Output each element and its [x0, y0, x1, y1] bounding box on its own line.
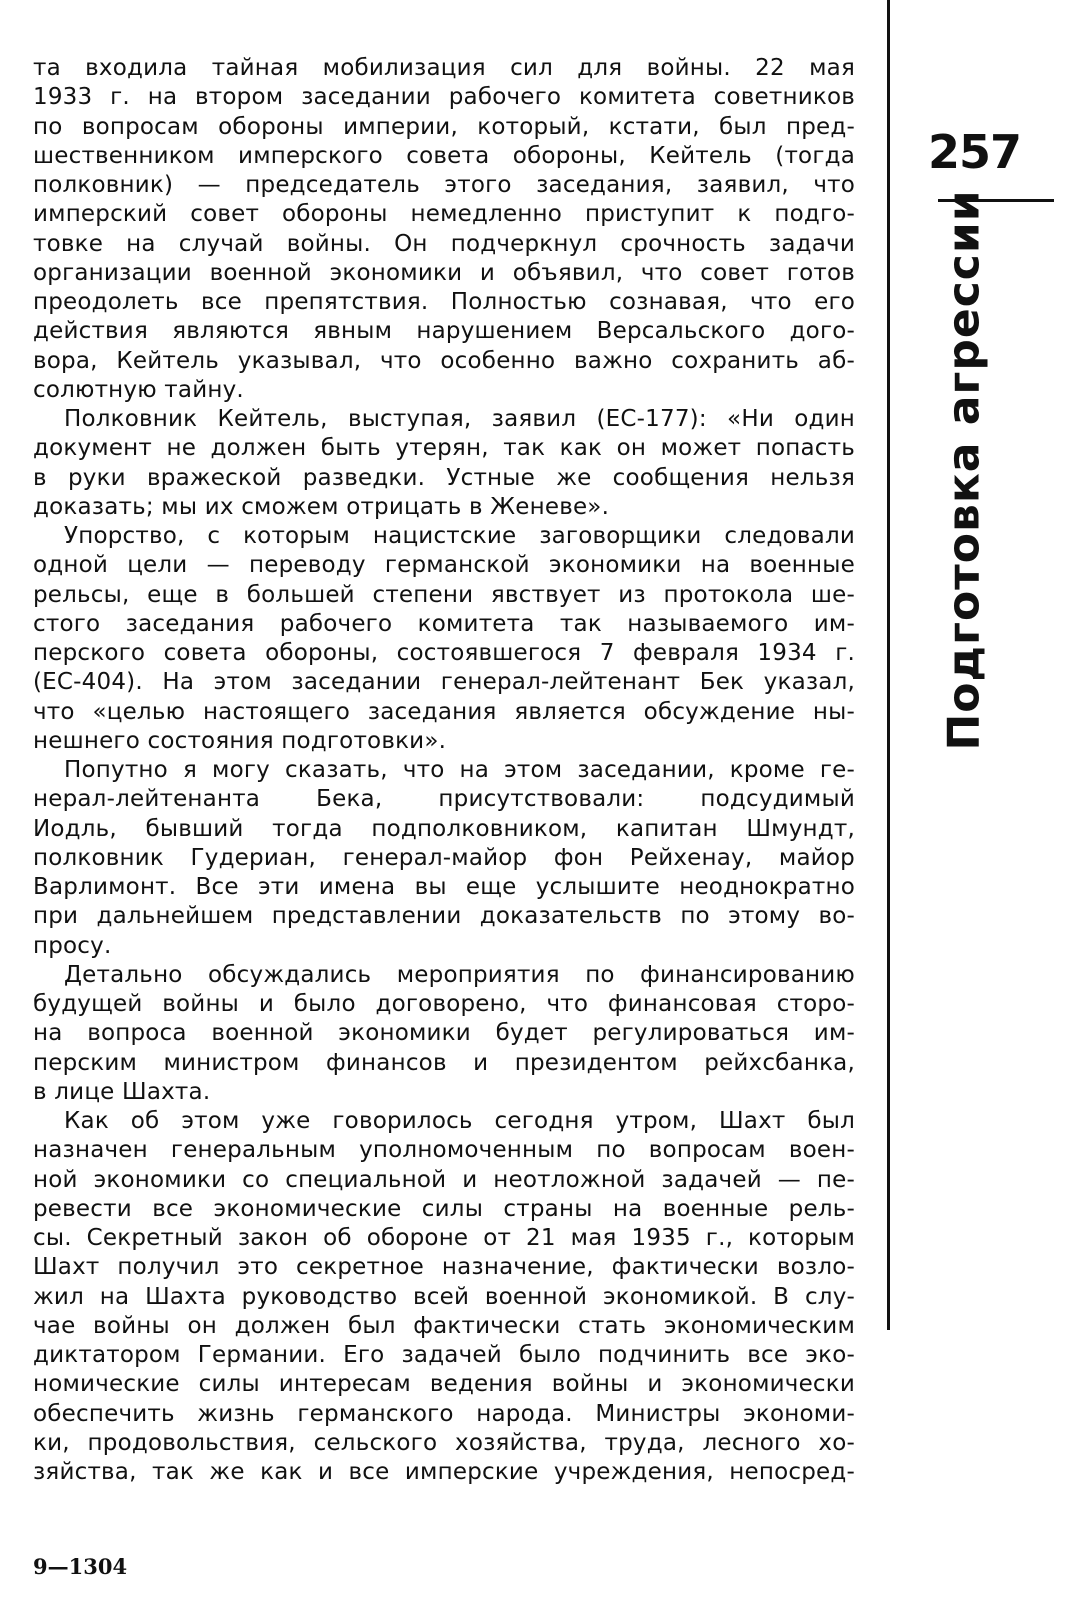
text-line: сы. Секретный закон об обороне от 21 мая 1935 г., которым	[33, 1225, 855, 1251]
text-line: перским министром финансов и президентом рейхсбанка,	[33, 1049, 855, 1076]
text-line: полковник Гудериан, генерал-майор фон Рейхенау, майор	[33, 844, 855, 871]
text-line: диктатором Германии. Его задачей было подчинить все эко-	[33, 1342, 855, 1368]
text-line: при дальнейшем представлении доказательств по этому во-	[33, 903, 855, 930]
text-line: ревести все экономические силы страны на военные рель-	[33, 1195, 855, 1222]
text-line: нешнего состояния подготовки».	[33, 727, 447, 754]
text-line: номические силы интересам ведения войны и экономически	[33, 1371, 855, 1398]
text-line: действия являются явным нарушением Версальского дого-	[33, 318, 855, 345]
text-line: жил на Шахта руководство всей военной экономикой. В слу-	[33, 1283, 855, 1310]
text-line: в лице Шахта.	[33, 1078, 211, 1105]
text-line: товке на случай войны. Он подчеркнул срочность задачи	[33, 230, 855, 257]
text-line: стого заседания рабочего комитета так называемого им-	[33, 610, 855, 637]
text-line: что «целью настоящего заседания является обсуждение ны-	[33, 698, 855, 725]
text-line: Как об этом уже говорилось сегодня утром, Шахт был	[64, 1108, 855, 1134]
page-number: 257	[928, 125, 1022, 179]
text-line: будущей войны и было договорено, что финансовая сторо-	[33, 991, 855, 1017]
text-line: солютную тайну.	[33, 376, 244, 403]
text-line: нерал-лейтенанта Бека, присутствовали: подсудимый	[33, 786, 855, 813]
text-line: в руки вражеской разведки. Устные же сообщения нельзя	[33, 464, 855, 491]
text-line: Упорство, с которым нацистские заговорщики следовали	[64, 523, 855, 549]
text-line: вора, Кейтель указывал, что особенно важно сохранить аб-	[33, 347, 855, 374]
text-line: та входила тайная мобилизация сил для войны. 22 мая	[33, 55, 855, 81]
printer-signature-mark: 9—1304	[33, 1554, 128, 1579]
text-line: Варлимонт. Все эти имена вы еще услышите неоднократно	[33, 874, 855, 900]
text-line: назначен генеральным уполномоченным по вопросам воен-	[33, 1137, 855, 1164]
text-line: просу.	[33, 932, 112, 959]
text-line: ной экономики со специальной и неотложной задачей — пе-	[33, 1166, 855, 1193]
text-line: 1933 г. на втором заседании рабочего комитета советников	[33, 84, 855, 111]
text-line: (ЕС-404). На этом заседании генерал-лейтенант Бек указал,	[33, 669, 855, 696]
text-line: Полковник Кейтель, выступая, заявил (ЕС-177): «Ни один	[64, 406, 855, 432]
body-text	[33, 54, 855, 1487]
text-line: на вопроса военной экономики будет регулироваться им-	[33, 1020, 855, 1047]
text-line: преодолеть все препятствия. Полностью сознавая, что его	[33, 289, 855, 315]
text-line: перского совета обороны, состоявшегося 7 февраля 1934 г.	[33, 640, 855, 666]
text-line: Детально обсуждались мероприятия по финансированию	[64, 961, 855, 988]
running-title: Подготовка агрессии	[938, 189, 990, 751]
text-line: обеспечить жизнь германского народа. Министры экономи-	[33, 1400, 855, 1427]
text-line: Иодль, бывший тогда подполковником, капитан Шмундт,	[33, 815, 855, 842]
text-line: одной цели — переводу германской экономики на военные	[33, 552, 855, 579]
text-line: документ не должен быть утерян, так как он может попасть	[33, 435, 855, 462]
text-line: шественником имперского совета обороны, Кейтель (тогда	[33, 142, 855, 169]
margin-divider	[887, 0, 890, 1330]
text-line: ки, продовольствия, сельского хозяйства, труда, лесного хо-	[33, 1429, 855, 1456]
text-line: доказать; мы их сможем отрицать в Женеве».	[33, 493, 610, 520]
text-line: рельсы, еще в большей степени явствует из протокола ше-	[33, 581, 855, 608]
text-line: по вопросам обороны империи, который, кстати, был пред-	[33, 113, 855, 140]
text-line: полковник) — председатель этого заседания, заявил, что	[33, 172, 855, 198]
text-line: чае войны он должен был фактически стать экономическим	[33, 1312, 855, 1339]
text-line: организации военной экономики и объявил, что совет готов	[33, 259, 855, 286]
text-line: Попутно я могу сказать, что на этом заседании, кроме ге-	[64, 757, 855, 783]
text-line: Шахт получил это секретное назначение, фактически возло-	[33, 1254, 855, 1281]
text-line: имперский совет обороны немедленно приступит к подго-	[33, 201, 855, 228]
text-line: зяйства, так же как и все имперские учреждения, непосред-	[33, 1459, 855, 1485]
